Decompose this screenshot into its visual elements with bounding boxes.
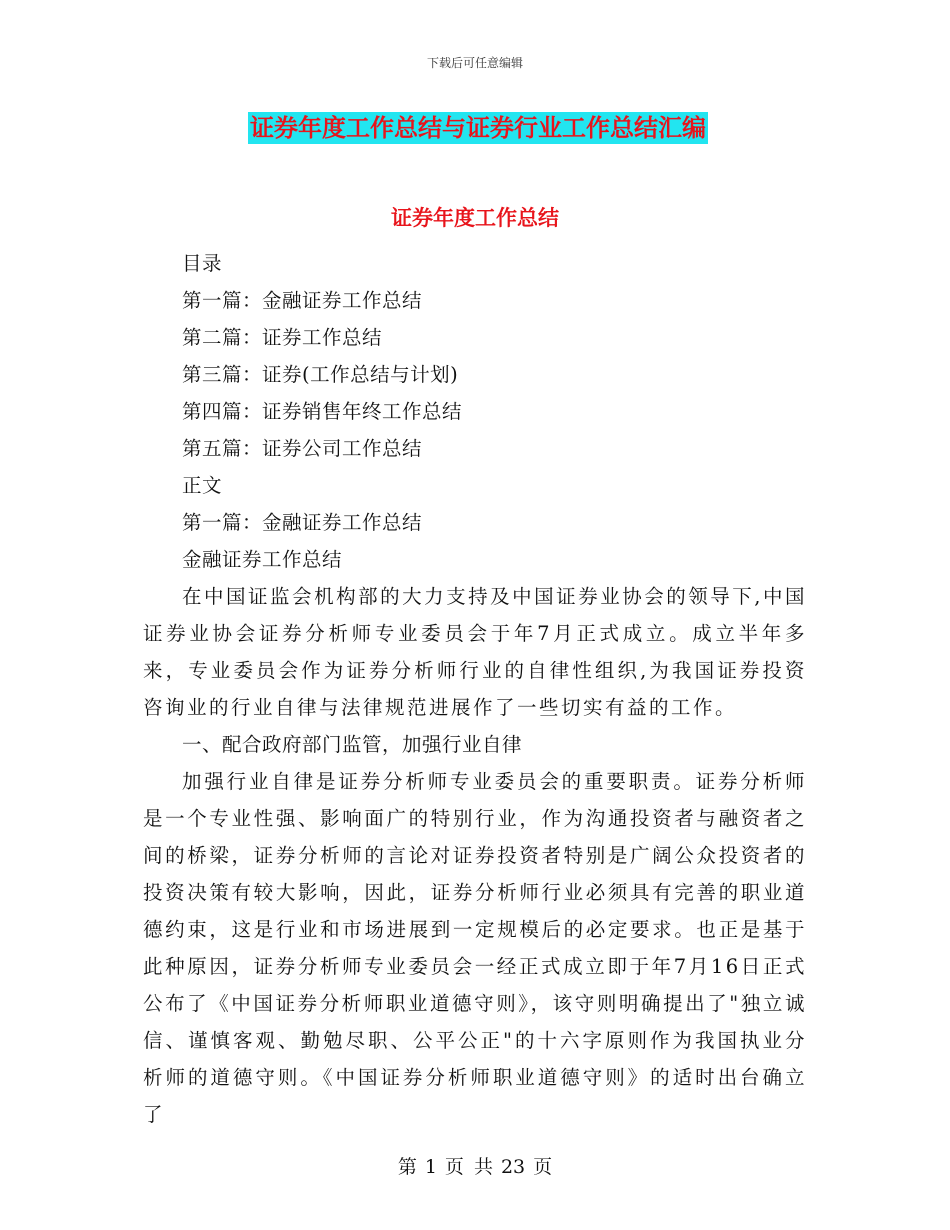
footer-page-number: 1 — [424, 1156, 437, 1178]
footer-suffix: 页 — [533, 1156, 553, 1178]
chapter-subheading: 金融证券工作总结 — [182, 548, 343, 571]
body-paragraph: 加强行业自律是证券分析师专业委员会的重要职责。证券分析师是一个专业性强、影响面广的特别行业，作为沟通投资者与融资者之间的桥梁，证券分析师的言论对证券投资者特别是广阔公众投资者的投资决策有较大影响，因此，证券分析师行业必须具有完善的职业道德约束，这是行业和市场进展到一定规模后的必定要求。也正是基于此种原因，证券分析师专业委员会一经正式成立即于年7月16日正式公布了《中国证券分析师职业道德守则》，该守则明确提出了"独立诚信、谨慎客观、勤勉尽职、公平公正"的十六字原则作为我国执业分析师的道德守则。《中国证券分析师职业道德守则》的适时出台确立了 — [143, 770, 807, 1126]
document-main-title: 证券年度工作总结与证券行业工作总结汇编 — [250, 114, 706, 142]
section-heading: 一、配合政府部门监管，加强行业自律 — [182, 733, 523, 756]
toc-item: 第四篇：证券销售年终工作总结 — [182, 400, 463, 423]
body-paragraph: 在中国证监会机构部的大力支持及中国证券业协会的领导下,中国证券业协会证券分析师专业委员会于年7月正式成立。成立半年多来，专业委员会作为证券分析师行业的自律性组织,为我国证券投资咨询业的行业自律与法律规范进展作了一些切实有益的工作。 — [143, 585, 807, 719]
toc-item: 第一篇：金融证券工作总结 — [182, 289, 423, 312]
header-note: 下载后可任意编辑 — [426, 56, 523, 70]
toc-item: 第五篇：证券公司工作总结 — [182, 437, 423, 460]
document-body — [143, 245, 807, 1133]
section-title: 证券年度工作总结 — [391, 206, 559, 230]
toc-heading: 目录 — [182, 252, 223, 275]
body-heading: 正文 — [182, 474, 223, 497]
page-footer — [0, 1152, 950, 1179]
footer-middle: 页 共 — [444, 1156, 493, 1178]
footer-prefix: 第 — [397, 1156, 417, 1178]
chapter-heading: 第一篇：金融证券工作总结 — [182, 511, 423, 534]
footer-total-pages: 23 — [500, 1156, 526, 1178]
toc-item: 第二篇：证券工作总结 — [182, 326, 383, 349]
toc-item: 第三篇：证券(工作总结与计划) — [182, 363, 459, 386]
